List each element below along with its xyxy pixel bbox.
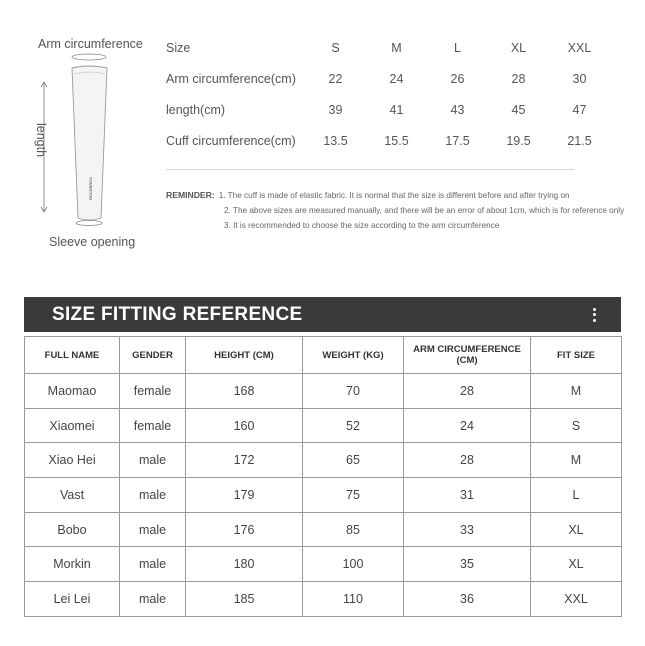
header-full-name: FULL NAME [25, 337, 120, 374]
cell-height: 185 [186, 582, 303, 617]
size-cell: 15.5 [384, 133, 409, 148]
length-label: length [34, 122, 48, 158]
cell-gender: male [120, 478, 186, 513]
size-cell: 24 [389, 71, 404, 86]
table-row [25, 512, 622, 547]
table-row [25, 582, 622, 617]
cell-height: 176 [186, 512, 303, 547]
size-row-label: Cuff circumference(cm) [166, 133, 296, 148]
size-header-s: S [331, 40, 340, 55]
fitting-banner [24, 297, 621, 332]
size-header-label: Size [166, 40, 191, 55]
arm-circumference-ellipse [72, 54, 106, 60]
table-row [25, 443, 622, 478]
reminder-line: 3. It is recommended to choose the size according to the arm circumference [224, 221, 500, 230]
size-cell: 41 [389, 102, 404, 117]
size-header-xl: XL [510, 40, 527, 55]
size-row-label: length(cm) [166, 102, 226, 117]
cell-name: Xiao Hei [25, 443, 120, 478]
fitting-title: SIZE FITTING REFERENCE [52, 303, 303, 325]
header-gender: GENDER [120, 337, 186, 374]
size-cell: 30 [572, 71, 587, 86]
cell-arm: 28 [404, 443, 531, 478]
size-chart [160, 32, 610, 156]
size-cell: 39 [328, 102, 343, 117]
cell-height: 172 [186, 443, 303, 478]
cell-name: Vast [25, 478, 120, 513]
cell-name: Bobo [25, 512, 120, 547]
cell-weight: 110 [303, 582, 404, 617]
size-row-cuff [160, 125, 610, 156]
sleeve-illustration [28, 52, 128, 232]
cell-height: 168 [186, 374, 303, 409]
cell-arm: 24 [404, 408, 531, 443]
cell-fit-size: M [531, 374, 622, 409]
cell-weight: 75 [303, 478, 404, 513]
sleeve-opening-label: Sleeve opening [49, 235, 136, 249]
cell-name: Lei Lei [25, 582, 120, 617]
fitting-header-row [25, 337, 622, 374]
cell-arm: 33 [404, 512, 531, 547]
cell-weight: 52 [303, 408, 404, 443]
size-cell: 47 [572, 102, 587, 117]
cell-fit-size: M [531, 443, 622, 478]
cell-arm: 35 [404, 547, 531, 582]
cell-arm: 31 [404, 478, 531, 513]
arm-circumference-label: Arm circumference [38, 37, 143, 51]
size-cell: 22 [328, 71, 343, 86]
cell-fit-size: S [531, 408, 622, 443]
size-row-label: Arm circumference(cm) [166, 71, 296, 86]
cell-fit-size: XXL [531, 582, 622, 617]
size-cell: 28 [511, 71, 526, 86]
cell-gender: male [120, 512, 186, 547]
cell-height: 160 [186, 408, 303, 443]
cell-arm: 36 [404, 582, 531, 617]
brand-text: ROCKBROS [88, 177, 93, 200]
cell-gender: male [120, 443, 186, 478]
size-row-length [160, 94, 610, 125]
size-header-l: L [454, 40, 461, 55]
size-cell: 26 [450, 71, 465, 86]
size-chart-divider [166, 169, 574, 170]
cell-height: 179 [186, 478, 303, 513]
size-header-xxl: XXL [567, 40, 592, 55]
header-fit-size: FIT SIZE [531, 337, 622, 374]
header-arm-circumference: ARM CIRCUMFERENCE (CM) [404, 337, 531, 374]
cell-gender: male [120, 582, 186, 617]
cell-weight: 100 [303, 547, 404, 582]
cell-height: 180 [186, 547, 303, 582]
cell-weight: 65 [303, 443, 404, 478]
size-header-m: M [391, 40, 402, 55]
cell-name: Maomao [25, 374, 120, 409]
table-row [25, 408, 622, 443]
size-cell: 17.5 [445, 133, 470, 148]
cell-gender: female [120, 374, 186, 409]
header-weight: WEIGHT (KG) [303, 337, 404, 374]
cell-weight: 85 [303, 512, 404, 547]
sleeve-opening-ellipse [76, 221, 102, 226]
cell-fit-size: XL [531, 547, 622, 582]
size-cell: 43 [450, 102, 465, 117]
size-cell: 19.5 [506, 133, 531, 148]
size-cell: 45 [511, 102, 526, 117]
more-options-icon[interactable] [587, 306, 601, 324]
cell-gender: male [120, 547, 186, 582]
size-cell: 13.5 [323, 133, 348, 148]
cell-fit-size: XL [531, 512, 622, 547]
reminder-title: REMINDER: [166, 190, 215, 200]
cell-fit-size: L [531, 478, 622, 513]
header-height: HEIGHT (CM) [186, 337, 303, 374]
size-header-row [160, 32, 610, 63]
cell-weight: 70 [303, 374, 404, 409]
cell-name: Xiaomei [25, 408, 120, 443]
reminder-line: 1. The cuff is made of elastic fabric. It is normal that the size is different before and after trying on [218, 191, 570, 200]
table-row [25, 374, 622, 409]
cell-name: Morkin [25, 547, 120, 582]
size-cell: 21.5 [567, 133, 592, 148]
reminder-block [166, 188, 624, 233]
cell-gender: female [120, 408, 186, 443]
size-row-arm [160, 63, 610, 94]
cell-arm: 28 [404, 374, 531, 409]
fitting-table [24, 336, 622, 617]
table-row [25, 547, 622, 582]
table-row [25, 478, 622, 513]
reminder-line: 2. The above sizes are measured manually, and there will be an error of about 1cm, which is for reference only [224, 206, 625, 215]
